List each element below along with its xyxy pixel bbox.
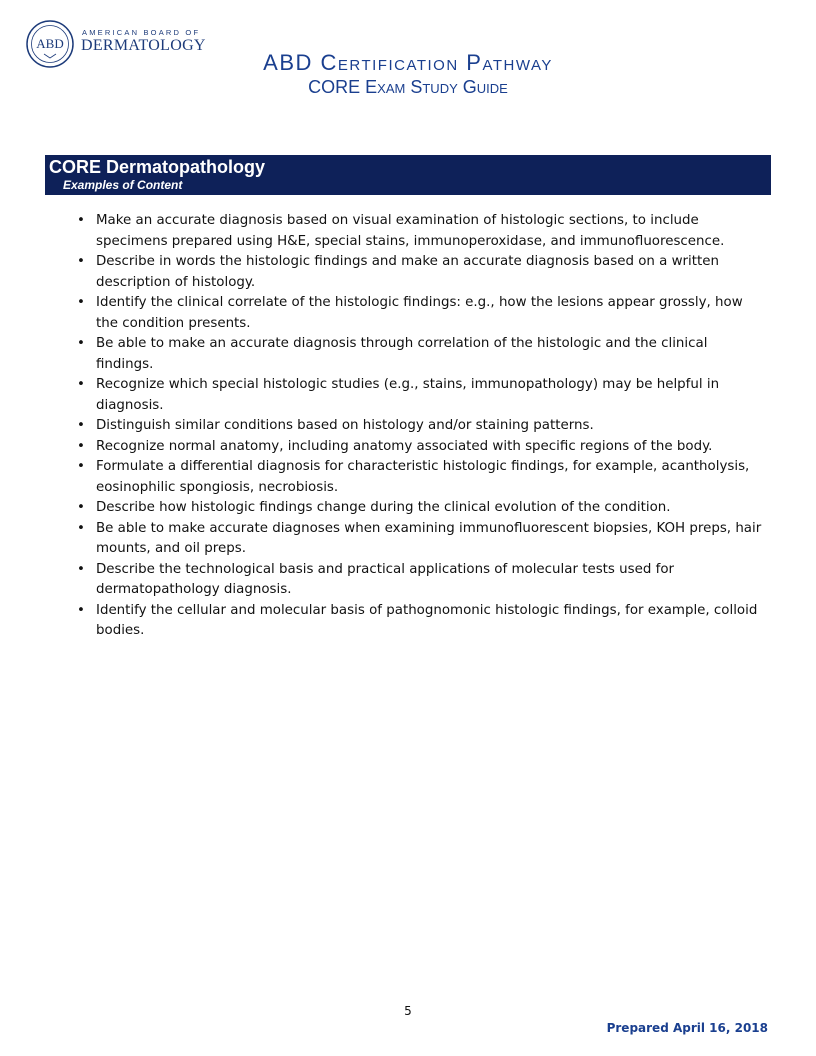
list-item-text: Recognize normal anatomy, including anatomy associated with specific regions of the body. [96, 438, 713, 454]
section-subtitle: Examples of Content [63, 178, 183, 192]
section-header [45, 155, 771, 195]
bullet-icon: • [77, 254, 85, 269]
list-item [77, 457, 766, 498]
list-item-text: Be able to make an accurate diagnosis through correlation of the histologic and the clinical findings. [96, 336, 708, 372]
list-item-text: Formulate a differential diagnosis for characteristic histologic findings, for example, acantholysis, eosinophilic spongiosis, necrobiosis. [96, 459, 750, 495]
bullet-icon: • [77, 520, 85, 536]
list-item-text: Describe how histologic findings change during the clinical evolution of the condition. [96, 500, 671, 515]
logo-top-text: AMERICAN BOARD OF [82, 28, 201, 37]
bullet-icon: • [77, 500, 85, 515]
list-item-text: Identify the clinical correlate of the histologic findings: e.g., how the lesions appear grossly, how the condition presents. [96, 295, 743, 331]
page-number: 5 [404, 1004, 412, 1018]
bullet-icon: • [77, 377, 85, 392]
list-item [77, 334, 766, 375]
list-item-text: Describe in words the histologic findings and make an accurate diagnosis based on a written description of histology. [96, 254, 719, 290]
document-subtitle: CORE Exam Study Guide [308, 77, 508, 97]
bullet-icon: • [77, 602, 85, 618]
logo-main-text: DERMATOLOGY [81, 37, 206, 54]
list-item-text: Make an accurate diagnosis based on visual examination of histologic sections, to include specimens prepared using H&E, special stains, immunoperoxidase, and immunofluorescence. [96, 213, 725, 249]
list-item-text: Distinguish similar conditions based on histology and/or staining patterns. [96, 418, 594, 433]
list-item-text: Describe the technological basis and practical applications of molecular tests used for dermatopathology diagnosis. [96, 561, 675, 597]
list-item [77, 211, 766, 252]
list-item [77, 375, 766, 416]
document-title: ABD Certification Pathway [263, 50, 553, 75]
list-item [77, 293, 766, 334]
bullet-icon: • [77, 213, 85, 228]
section-title: CORE Dermatopathology [49, 157, 266, 177]
prepared-date: Prepared April 16, 2018 [606, 1021, 768, 1035]
list-item [77, 519, 766, 560]
bullet-icon: • [77, 561, 85, 577]
document-header [0, 50, 816, 98]
list-item [77, 416, 766, 437]
list-item [77, 498, 766, 519]
list-item [77, 437, 766, 458]
bullet-icon: • [77, 336, 85, 351]
bullet-icon: • [77, 418, 85, 433]
list-item [77, 252, 766, 293]
list-item-text: Identify the cellular and molecular basis of pathognomonic histologic findings, for example, colloid bodies. [96, 602, 758, 638]
bullet-icon: • [77, 295, 85, 310]
list-item [77, 560, 766, 601]
list-item [77, 601, 766, 642]
list-item-text: Recognize which special histologic studies (e.g., stains, immunopathology) may be helpful in diagnosis. [96, 377, 720, 413]
bullet-icon: • [77, 438, 85, 454]
content-list [77, 211, 766, 642]
list-item-text: Be able to make accurate diagnoses when examining immunofluorescent biopsies, KOH preps, hair mounts, and oil preps. [96, 520, 762, 556]
bullet-icon: • [77, 459, 85, 474]
seal-text: ABD [36, 36, 64, 51]
